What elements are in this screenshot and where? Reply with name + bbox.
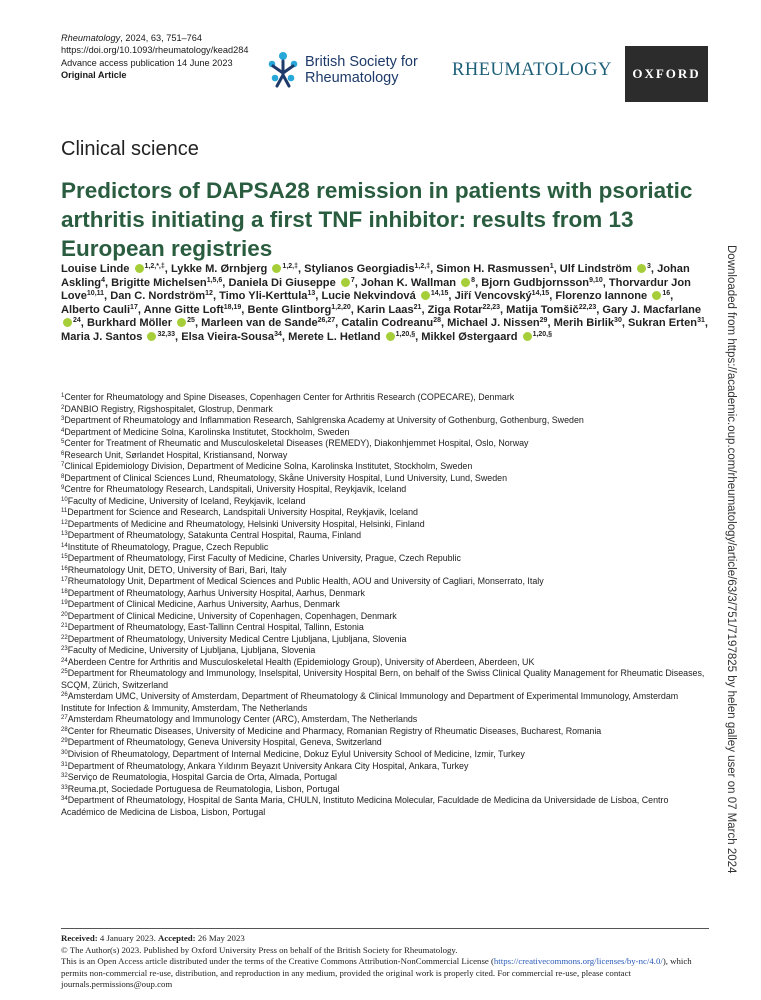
author-name: Maria J. Santos [61, 330, 143, 343]
rheumatology-logo: RHEUMATOLOGY [452, 60, 612, 80]
affiliation-text: Department for Science and Research, Landspitali University Hospital, Reykjavik, Iceland [67, 507, 418, 518]
author-affiliation-marks: 1,2,‡ [282, 263, 298, 270]
author-name: Timo Yli-Kerttula [219, 290, 308, 303]
affiliation-item [61, 427, 711, 439]
author-affiliation-marks: 29 [539, 317, 548, 325]
bsr-wordmark: British Society for Rheumatology [305, 54, 418, 86]
affiliation-number: 25 [61, 669, 68, 676]
affiliation-item [61, 415, 711, 427]
author-item [228, 277, 354, 289]
affiliation-number: 15 [61, 554, 68, 561]
affiliation-number: 20 [61, 611, 68, 618]
affiliation-item [61, 496, 711, 508]
author-name: Burkhard Möller [86, 317, 173, 330]
affiliation-number: 14 [61, 542, 68, 549]
affiliation-number: 5 [61, 439, 65, 446]
author-item [341, 317, 441, 329]
author-affiliation-marks: 24 [73, 317, 81, 325]
orcid-icon[interactable] [637, 264, 646, 273]
author-name: Mikkel Østergaard [421, 330, 518, 343]
author-item [357, 304, 422, 316]
license-text: This is an Open Access article distributed under the terms of the Creative Commons Attribution-NonCommercial License (https://creativecommons.org/licenses/by-nc/4.0/), which permits non-commercial re-use, distribution, and reproduction in any medium, provided the original work is properly cited. For commercial re-use, please contact journals.permissions@oup.com [61, 956, 692, 990]
affiliation-item [61, 668, 711, 691]
author-affiliation-marks: 4 [101, 276, 105, 284]
affiliation-item [61, 737, 711, 749]
affiliation-text: Rheumatology Unit, Department of Medical Sciences and Public Health, AOU and University of Cagliari, Monserrato, Italy [67, 576, 544, 587]
affiliation-number: 21 [61, 623, 68, 630]
affiliation-item [61, 784, 711, 796]
affiliation-text: Department for Rheumatology and Immunology, Inselspital, University Hospital Bern, on behalf of the Swiss Clinical Quality Management for Rheumatic Diseases, SCQM, Zürich, Switzerland [61, 668, 705, 690]
author-affiliation-marks: 1,2,*,‡ [144, 263, 165, 270]
author-item [61, 304, 138, 316]
orcid-icon[interactable] [421, 291, 430, 300]
footer-divider [61, 928, 709, 929]
author-affiliation-marks: 34 [274, 330, 282, 338]
orcid-icon[interactable] [461, 278, 470, 287]
author-item [247, 304, 350, 316]
affiliation-item [61, 622, 711, 634]
affiliation-number: 24 [61, 657, 68, 664]
journal-name: Rheumatology [61, 33, 121, 43]
author-affiliation-marks: 3 [647, 263, 651, 270]
author-affiliation-marks: 22,23 [482, 303, 500, 311]
download-stamp-text: Downloaded from https://academic.oup.com/rheumatology/article/63/3/751/7197825 by helen galley user on 07 March 2024 [725, 245, 737, 874]
affiliation-text: Centre for Rheumatology Research, Landspitali, University Hospital, Reykjavik, Iceland [64, 484, 407, 495]
affiliation-text: Department of Rheumatology, First Faculty of Medicine, Charles University, Prague, Czech Republic [67, 553, 461, 564]
author-item [481, 277, 602, 289]
author-item [555, 290, 670, 302]
affiliation-number: 22 [61, 634, 68, 641]
author-item [181, 331, 282, 343]
affiliation-item [61, 565, 711, 577]
affiliation-text: Serviço de Reumatologia, Hospital Garcia de Orta, Almada, Portugal [67, 772, 338, 783]
affiliation-text: Center for Treatment of Rheumatic and Musculoskeletal Diseases (REMEDY), Diakonhjemmet Hospital, Oslo, Norway [64, 438, 529, 449]
author-name: Stylianos Georgiadis [304, 263, 415, 275]
orcid-icon[interactable] [63, 318, 72, 327]
author-affiliation-marks: 32,33 [157, 330, 176, 338]
author-name: Brigitte Michelsen [111, 276, 207, 289]
author-name: Thorvardur Jon Love [61, 276, 691, 303]
author-item [506, 304, 596, 316]
affiliation-number: 4 [61, 427, 65, 434]
author-affiliation-marks: 17 [130, 303, 138, 311]
affiliation-text: Center for Rheumatic Diseases, University of Medicine and Pharmacy, Romanian Registry of Rheumatic Diseases, Bucharest, Romania [67, 725, 602, 736]
author-item [447, 317, 547, 329]
author-affiliation-marks: 18,19 [223, 303, 242, 311]
bsr-figure-icon [267, 51, 299, 89]
author-item [201, 317, 335, 329]
author-name: Marleen van de Sande [201, 317, 318, 330]
affiliation-number: 34 [61, 796, 68, 803]
affiliation-text: Department of Rheumatology and Inflammation Research, Sahlgrenska Academy at University of Gothenburg, Gothenburg, Sweden [64, 415, 584, 426]
author-affiliation-marks: 31 [697, 317, 705, 325]
affiliation-text: Department of Clinical Medicine, Aarhus University, Aarhus, Denmark [67, 599, 340, 610]
author-item [110, 290, 213, 302]
author-item [428, 304, 500, 316]
author-name: Merih Birlik [553, 317, 615, 330]
author-affiliation-marks: 1,2,‡ [414, 263, 431, 270]
article-title: Predictors of DAPSA28 remission in patients with psoriatic arthritis initiating a first TNF inhibitor: results from 13 European registries [61, 178, 693, 261]
affiliation-item [61, 438, 711, 450]
download-stamp [725, 245, 747, 874]
affiliation-text: Department of Rheumatology, Hospital de Santa Maria, CHULN, Instituto Medicina Molecular, Faculdade de Medicina da Universidade de Lisboa, Centro Académico de Medicina de Lisboa, Lisbon, Portugal [61, 795, 669, 817]
affiliation-item [61, 519, 711, 531]
copyright-line: © The Author(s) 2023. Published by Oxford University Press on behalf of the British Society for Rheumatology. [61, 944, 458, 955]
author-affiliation-marks: 13 [307, 290, 316, 298]
author-affiliation-marks: 28 [433, 317, 441, 325]
affiliation-number: 16 [61, 565, 68, 572]
affiliation-item [61, 645, 711, 657]
author-name: Florenzo Iannone [555, 290, 648, 303]
author-affiliation-marks: 21 [413, 303, 422, 311]
affiliation-item [61, 772, 711, 784]
author-name: Sukran Erten [628, 317, 698, 330]
affiliation-item [61, 450, 711, 462]
affiliation-number: 8 [61, 473, 65, 480]
affiliation-item [61, 714, 711, 726]
affiliation-item [61, 530, 711, 542]
affiliation-item [61, 507, 711, 519]
author-name: Simon H. Rasmussen [436, 263, 550, 275]
affiliation-number: 31 [61, 761, 68, 768]
author-item [321, 290, 448, 302]
affiliation-item [61, 588, 711, 600]
author-item [304, 263, 430, 275]
citation-line [61, 32, 248, 44]
affiliation-number: 9 [61, 485, 65, 492]
author-affiliation-marks: 14,15 [430, 290, 449, 298]
author-list: Louise Linde $^{1,2,*,\ddagger}$, Lykke M. Ørnbjerg $^{1,2,\ddagger}$, Stylianos Georgiadis$^{1,2,\ddagger}$, Simon H. Rasmussen$^1$, Ulf Lindström $^3$, Johan Askling$^4$, Brigitte Michelsen$^{1,5,6}$, Daniela Di Giuseppe $^7$, Johan K. Wallman $^8$, Bjorn Gudbjornsson$^{9,10}$, Thorvardur Jon Love$^{10,11}$, Dan C. Nordström$^{12}$, Timo Yli-Kerttula$^{13}$, Lucie Nekvindová $^{14,15}$, Jiří Vencovský$^{14,15}$, Florenzo Iannone $^{16}$, Alberto Cauli$^{17}$, Anne Gitte Loft$^{18,19}$, Bente Glintborg$^{1,2,20}$, Karin Laas$^{21}$, Ziga Rotar$^{22,23}$, Matija Tomšič$^{22,23}$, Gary J. Macfarlane $^{24}$, Burkhard Möller $^{25}$, Marleen van de Sande$^{26,27}$, Catalin Codreanu$^{28}$, Michael J. Nissen$^{29}$, Merih Birlik$^{30}$, Sukran Erten$^{31}$, Maria J. Santos $^{32,33}$, Elsa Vieira-Sousa$^{34}$, Merete L. Hetland $^{1,20,\S}$, Mikkel Østergaard $^{1,20,\S}$ [61, 263, 708, 343]
affiliation-number: 13 [61, 531, 68, 538]
affiliation-number: 7 [61, 462, 65, 469]
affiliation-number: 33 [61, 784, 68, 791]
author-name: Catalin Codreanu [341, 317, 434, 330]
author-name: Alberto Cauli [61, 303, 131, 316]
affiliation-item [61, 657, 711, 669]
author-name: Ulf Lindström [559, 263, 632, 275]
author-affiliation-marks: 14,15 [531, 290, 550, 298]
affiliation-list [61, 392, 711, 818]
orcid-icon[interactable] [147, 332, 156, 341]
affiliation-number: 19 [61, 600, 68, 607]
orcid-icon[interactable] [523, 332, 532, 341]
orcid-icon[interactable] [135, 264, 144, 273]
author-affiliation-marks: 8 [471, 276, 476, 284]
affiliation-text: Amsterdam Rheumatology and Immunology Center (ARC), Amsterdam, The Netherlands [67, 714, 418, 725]
author-item [455, 290, 550, 302]
affiliation-text: Amsterdam UMC, University of Amsterdam, Department of Rheumatology & Clinical Immunology and Department of Experimental Immunology, Amsterdam Institute for Infection & Immunity, Amsterdam, The Netherlands [61, 691, 679, 713]
affiliation-text: Division of Rheumatology, Department of Internal Medicine, Dokuz Eylul University School of Medicine, Izmir, Turkey [67, 748, 525, 759]
author-name: Michael J. Nissen [447, 317, 540, 330]
affiliation-text: Department of Clinical Sciences Lund, Rheumatology, Skåne University Hospital, Lund University, Lund, Sweden [64, 472, 508, 483]
affiliation-text: Department of Rheumatology, Geneva University Hospital, Geneva, Switzerland [67, 737, 382, 748]
author-item [560, 263, 651, 275]
affiliation-text: Department of Medicine Solna, Karolinska Institutet, Stockholm, Sweden [64, 426, 350, 437]
license-link[interactable]: https://creativecommons.org/licenses/by-nc/4.0/ [493, 956, 663, 967]
affiliation-text: Reuma.pt, Sociedade Portuguesa de Reumatologia, Lisbon, Portugal [67, 783, 340, 794]
affiliation-number: 26 [61, 692, 68, 699]
author-item [288, 331, 415, 343]
affiliation-number: 6 [61, 450, 65, 457]
author-name: Merete L. Hetland [288, 330, 381, 343]
author-affiliation-marks: 16 [662, 290, 671, 298]
affiliation-item [61, 634, 711, 646]
author-affiliation-marks: 1,2,20 [331, 303, 351, 311]
author-name: Johan K. Wallman [360, 276, 457, 289]
author-item [61, 263, 165, 275]
affiliation-item [61, 553, 711, 565]
citation: , 2024, 63, 751–764 [120, 33, 202, 43]
affiliation-item [61, 484, 711, 496]
orcid-icon[interactable] [652, 291, 661, 300]
affiliation-number: 29 [61, 738, 68, 745]
author-affiliation-marks: 7 [350, 276, 355, 284]
author-item [436, 263, 553, 275]
affiliation-item [61, 726, 711, 738]
affiliation-text: Department of Rheumatology, East-Tallinn Central Hospital, Tallinn, Estonia [67, 622, 364, 633]
affiliation-text: Rheumatology Unit, DETO, University of Bari, Bari, Italy [67, 564, 287, 575]
affiliation-item [61, 599, 711, 611]
author-name: Gary J. Macfarlane [602, 303, 702, 316]
section-label: Clinical science [61, 138, 199, 160]
affiliation-text: Department of Rheumatology, Satakunta Central Hospital, Rauma, Finland [67, 530, 362, 541]
author-affiliation-marks: 26,27 [317, 317, 336, 325]
advance-access: Advance access publication 14 June 2023 [61, 57, 233, 68]
author-affiliation-marks: 22,23 [578, 303, 597, 311]
affiliation-item [61, 392, 711, 404]
author-item [361, 277, 475, 289]
dates-line: Received: 4 January 2023. Accepted: 26 May 2023 [61, 933, 245, 943]
affiliation-text: Department of Rheumatology, University Medical Centre Ljubljana, Ljubljana, Slovenia [67, 633, 407, 644]
journal-header [61, 32, 248, 82]
author-affiliation-marks: 30 [614, 317, 622, 325]
affiliation-item [61, 795, 711, 818]
author-name: Dan C. Nordström [110, 290, 206, 303]
affiliation-number: 23 [61, 646, 68, 653]
affiliation-text: Department of Clinical Medicine, University of Copenhagen, Copenhagen, Denmark [67, 610, 397, 621]
author-item [144, 304, 242, 316]
affiliation-item [61, 461, 711, 473]
author-name: Lykke M. Ørnbjerg [170, 263, 268, 275]
doi-link[interactable]: https://doi.org/10.1093/rheumatology/kead284 [61, 45, 249, 56]
author-name: Karin Laas [356, 303, 414, 316]
affiliation-number: 32 [61, 773, 68, 780]
orcid-icon[interactable] [386, 332, 395, 341]
affiliation-number: 30 [61, 749, 68, 756]
author-item [111, 277, 222, 289]
affiliation-item [61, 691, 711, 714]
author-affiliation-marks: 12 [205, 290, 213, 298]
affiliation-text: Faculty of Medicine, University of Ljubljana, Ljubljana, Slovenia [67, 645, 316, 656]
author-affiliation-marks: 10,11 [86, 290, 105, 298]
affiliation-number: 28 [61, 726, 68, 733]
author-name: Bjorn Gudbjornsson [481, 276, 590, 289]
affiliation-item [61, 404, 711, 416]
affiliation-text: Institute of Rheumatology, Prague, Czech Republic [67, 541, 269, 552]
affiliation-text: Research Unit, Sørlandet Hospital, Kristiansand, Norway [64, 449, 288, 460]
affiliation-number: 12 [61, 519, 68, 526]
author-item [87, 317, 195, 329]
affiliation-number: 3 [61, 416, 65, 423]
affiliation-number: 11 [61, 508, 68, 515]
affiliation-number: 1 [61, 393, 65, 399]
affiliation-number: 27 [61, 715, 68, 722]
author-item [421, 331, 552, 343]
oxford-logo: OXFORD [625, 46, 708, 102]
bsr-logo [267, 50, 418, 90]
author-affiliation-marks: 1,5,6 [206, 276, 223, 284]
orcid-icon[interactable] [177, 318, 186, 327]
affiliation-text: Faculty of Medicine, University of Iceland, Reykjavik, Iceland [67, 495, 306, 506]
affiliation-text: DANBIO Registry, Rigshospitalet, Glostrup, Denmark [64, 403, 273, 414]
author-name: Bente Glintborg [247, 303, 332, 316]
author-item [171, 263, 298, 275]
affiliation-text: Clinical Epidemiology Division, Department of Medicine Solna, Karolinska Institutet, Stockholm, Sweden [64, 461, 473, 472]
affiliation-text: Department of Rheumatology, Ankara Yıldırım Beyazıt University Ankara City Hospital, Ankara, Turkey [67, 760, 469, 771]
author-item [61, 331, 175, 343]
affiliation-item [61, 761, 711, 773]
article-type: Original Article [61, 70, 127, 81]
author-item [219, 290, 315, 302]
affiliation-item [61, 542, 711, 554]
author-name: Elsa Vieira-Sousa [181, 330, 275, 343]
affiliation-item [61, 749, 711, 761]
author-item [554, 317, 622, 329]
author-affiliation-marks: 9,10 [589, 276, 603, 284]
affiliation-text: Department of Rheumatology, Aarhus University Hospital, Aarhus, Denmark [67, 587, 365, 598]
author-affiliation-marks: 1,20,§ [395, 330, 416, 338]
affiliation-text: Center for Rheumatology and Spine Diseases, Copenhagen Center for Arthritis Research (COPECARE), Denmark [64, 392, 515, 402]
author-name: Johan Askling [61, 263, 690, 289]
affiliation-number: 2 [61, 404, 65, 411]
orcid-icon[interactable] [341, 278, 350, 287]
author-name: Daniela Di Giuseppe [228, 276, 336, 289]
author-name: Louise Linde [61, 263, 130, 275]
affiliation-item [61, 473, 711, 485]
author-item [628, 317, 705, 329]
author-name: Jiří Vencovský [454, 290, 532, 303]
affiliation-number: 10 [61, 496, 68, 503]
author-name: Matija Tomšič [506, 303, 579, 316]
affiliation-text: Aberdeen Centre for Arthritis and Musculoskeletal Health (Epidemiology Group), University of Aberdeen, Aberdeen, UK [67, 656, 535, 667]
affiliation-item [61, 611, 711, 623]
author-name: Ziga Rotar [427, 303, 483, 316]
author-name: Anne Gitte Loft [143, 303, 224, 316]
affiliation-text: Departments of Medicine and Rheumatology, Helsinki University Hospital, Helsinki, Finland [67, 518, 425, 529]
orcid-icon[interactable] [272, 264, 281, 273]
affiliation-number: 17 [61, 577, 68, 584]
author-affiliation-marks: 1 [549, 263, 554, 270]
affiliation-item [61, 576, 711, 588]
author-name: Lucie Nekvindová [321, 290, 416, 303]
author-affiliation-marks: 25 [187, 317, 195, 325]
author-affiliation-marks: 1,20,§ [532, 330, 553, 338]
article-footer [61, 933, 711, 991]
affiliation-number: 18 [61, 588, 68, 595]
